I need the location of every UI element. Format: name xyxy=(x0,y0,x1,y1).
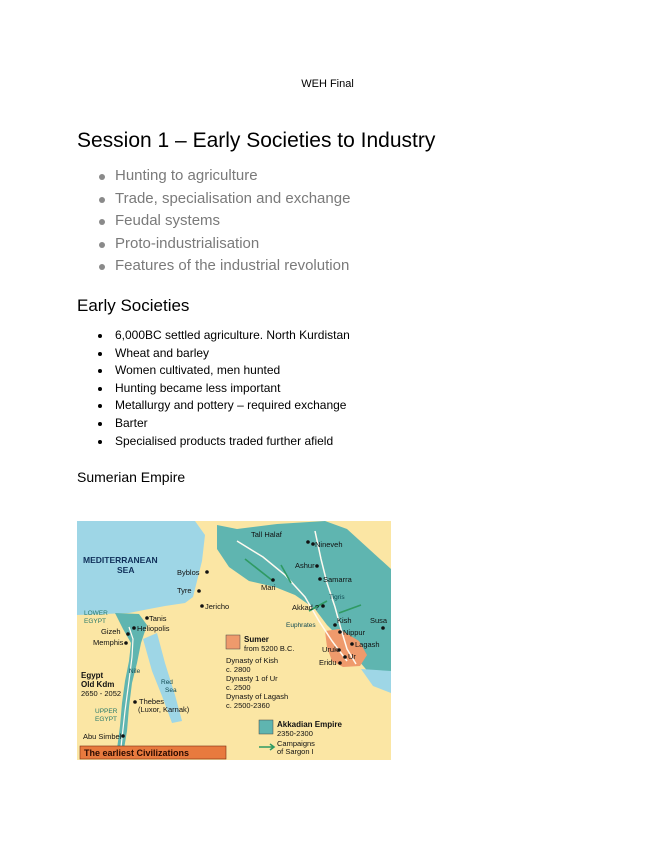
list-item: Trade, specialisation and exchange xyxy=(96,188,350,211)
place-label: Memphis xyxy=(93,638,124,647)
place-label: Tanis xyxy=(149,614,167,623)
city-dot xyxy=(121,734,125,738)
legend-sumer-swatch xyxy=(226,635,240,649)
place-label: Kish xyxy=(337,616,352,625)
city-dot xyxy=(350,642,354,646)
sea-label: Red xyxy=(161,679,173,686)
earliest-civilizations-map xyxy=(77,521,391,760)
sea-label: MEDITERRANEAN xyxy=(83,555,158,565)
city-dot xyxy=(271,578,275,582)
region-label: EGYPT xyxy=(95,716,118,723)
list-item: Women cultivated, men hunted xyxy=(96,362,350,380)
place-label: Nineveh xyxy=(315,540,343,549)
early-societies-list xyxy=(96,327,350,450)
legend-text: c. 2800 xyxy=(226,665,251,674)
egypt-label: 2650 - 2052 xyxy=(81,689,122,698)
session-topics-list xyxy=(96,165,350,278)
list-item: Features of the industrial revolution xyxy=(96,255,350,278)
place-label: Akkad ? xyxy=(292,603,320,612)
sea-label: Sea xyxy=(165,687,177,694)
place-label: Samarra xyxy=(323,575,352,584)
legend-akkad-swatch xyxy=(259,720,273,734)
river-label: Euphrates xyxy=(286,622,316,629)
legend-text: c. 2500-2360 xyxy=(226,701,270,710)
river-label: Nile xyxy=(129,668,141,675)
place-label: Lagash xyxy=(355,640,380,649)
egypt-label: Old Kdm xyxy=(81,680,115,689)
city-dot xyxy=(381,626,385,630)
place-label: Ur xyxy=(348,652,356,661)
legend-text: from 5200 B.C. xyxy=(244,644,295,653)
list-item: Proto-industrialisation xyxy=(96,233,350,256)
list-item: Barter xyxy=(96,415,350,433)
list-item: 6,000BC settled agriculture. North Kurdistan xyxy=(96,327,350,345)
city-dot xyxy=(321,604,325,608)
city-dot xyxy=(132,626,136,630)
legend-title: Akkadian Empire xyxy=(277,720,342,729)
legend-text: of Sargon I xyxy=(277,747,314,756)
city-dot xyxy=(197,589,201,593)
place-label: (Luxor, Karnak) xyxy=(138,705,190,714)
list-item: Metallurgy and pottery – required exchange xyxy=(96,397,350,415)
city-dot xyxy=(315,564,319,568)
list-item: Hunting became less important xyxy=(96,380,350,398)
legend-text: Dynasty 1 of Ur xyxy=(226,674,278,683)
place-label: Mari xyxy=(261,583,276,592)
city-dot xyxy=(306,540,310,544)
legend-text: Dynasty of Lagash xyxy=(226,692,289,701)
place-label: Jericho xyxy=(205,602,230,611)
place-label: Uruk xyxy=(322,645,338,654)
legend-text: Dynasty of Kish xyxy=(226,656,279,665)
place-label: Ashur xyxy=(295,561,315,570)
place-label: Byblos xyxy=(177,568,200,577)
river-label: Tigris xyxy=(329,594,345,601)
map-caption: The earliest Civilizations xyxy=(84,748,190,758)
city-dot xyxy=(205,570,209,574)
list-item: Wheat and barley xyxy=(96,345,350,363)
list-item: Feudal systems xyxy=(96,210,350,233)
session-heading: Session 1 – Early Societies to Industry xyxy=(77,129,436,152)
city-dot xyxy=(318,577,322,581)
egypt-label: Egypt xyxy=(81,671,104,680)
sea-label: SEA xyxy=(117,565,135,575)
city-dot xyxy=(126,632,130,636)
sumerian-heading: Sumerian Empire xyxy=(77,469,186,485)
place-label: Eridu xyxy=(319,658,337,667)
place-label: Tyre xyxy=(177,586,192,595)
city-dot xyxy=(124,641,128,645)
city-dot xyxy=(133,700,137,704)
legend-title: Sumer xyxy=(244,635,269,644)
legend-text: 2350-2300 xyxy=(277,729,313,738)
place-label: Nippur xyxy=(343,628,366,637)
city-dot xyxy=(338,630,342,634)
city-dot xyxy=(343,655,347,659)
city-dot xyxy=(338,661,342,665)
list-item: Hunting to agriculture xyxy=(96,165,350,188)
region-label: EGYPT xyxy=(84,618,107,625)
place-label: Gizeh xyxy=(101,627,121,636)
city-dot xyxy=(200,604,204,608)
place-label: Heliopolis xyxy=(137,624,170,633)
place-label: Susa xyxy=(370,616,388,625)
place-label: Thebes xyxy=(139,697,165,706)
region-label: LOWER xyxy=(84,610,108,617)
place-label: Abu Simbel xyxy=(83,732,122,741)
legend-text: Campaigns xyxy=(277,739,315,748)
document-header: WEH Final xyxy=(301,78,354,90)
early-societies-heading: Early Societies xyxy=(77,296,190,315)
list-item: Specialised products traded further afield xyxy=(96,433,350,451)
region-label: UPPER xyxy=(95,708,118,715)
place-label: Tall Halaf xyxy=(251,530,282,539)
legend-text: c. 2500 xyxy=(226,683,251,692)
